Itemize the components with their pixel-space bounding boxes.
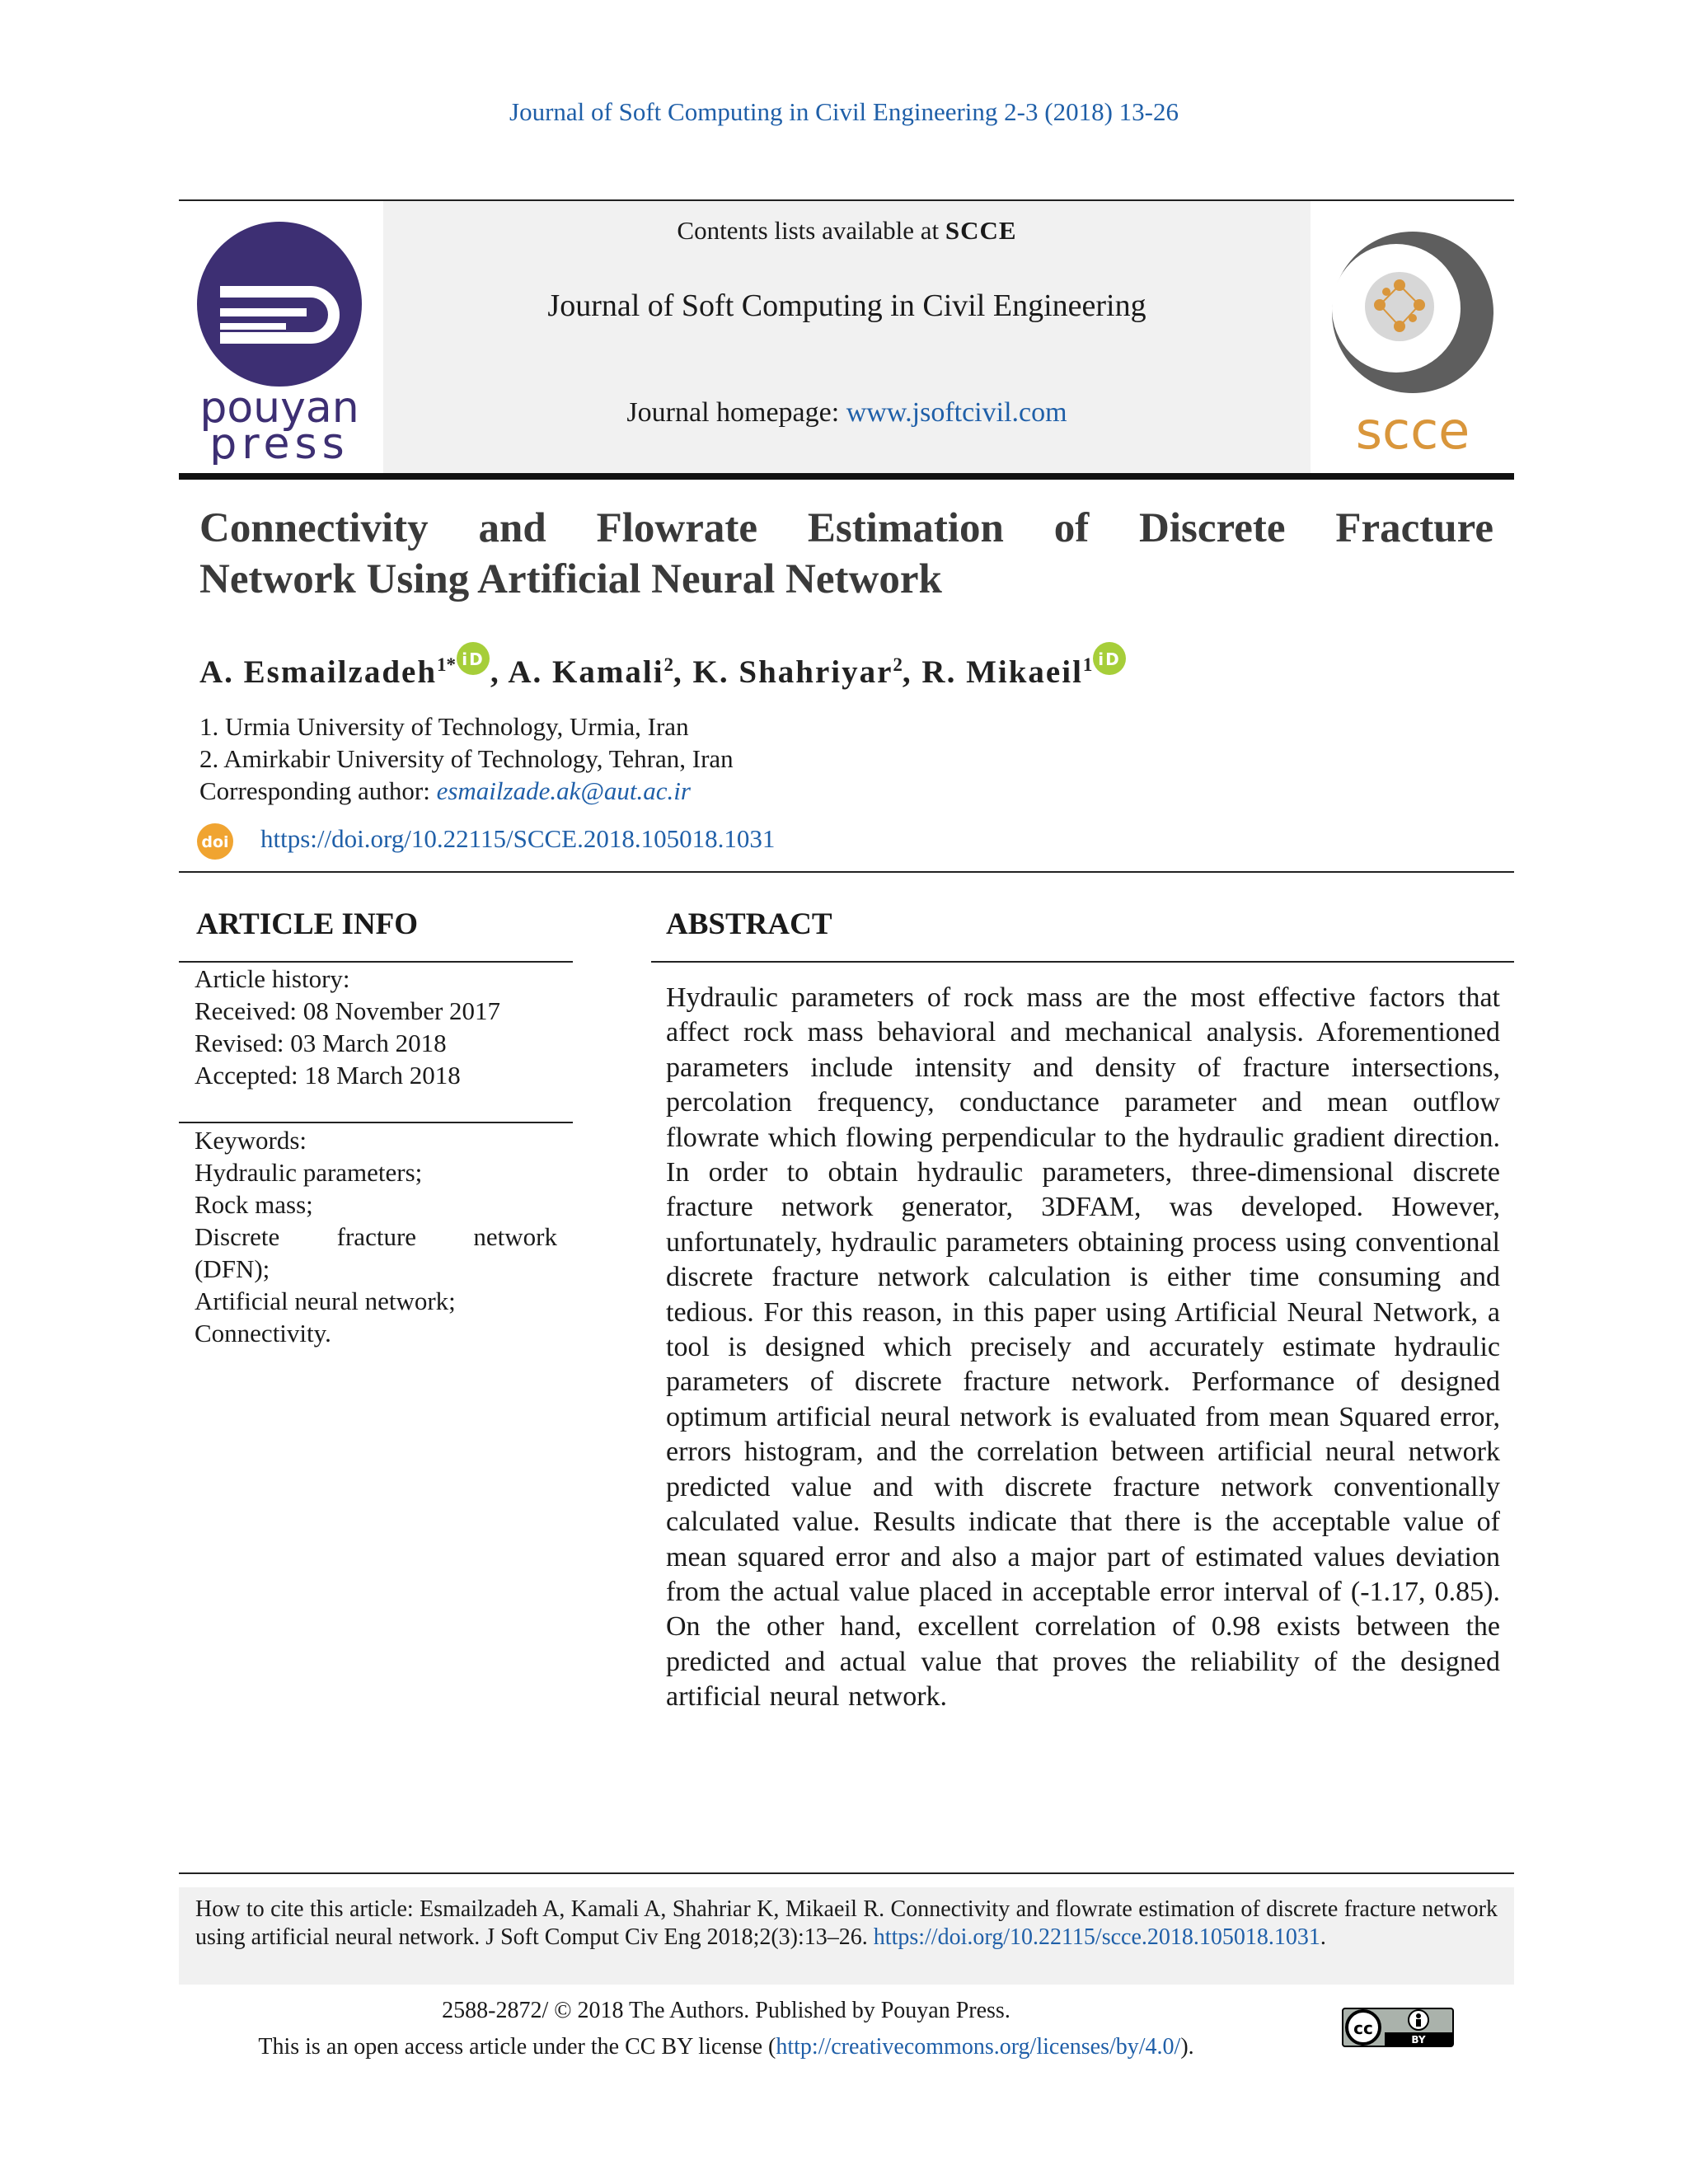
divider: [179, 1122, 573, 1123]
keyword-item: Hydraulic parameters;: [195, 1158, 423, 1187]
svg-text:scce: scce: [1355, 401, 1470, 461]
license-line: [0, 2034, 1452, 2060]
title-word: Fracture: [1335, 505, 1493, 551]
author-affiliation-mark: 1: [1082, 654, 1093, 675]
homepage-label: Journal homepage:: [626, 397, 840, 428]
running-head: Journal of Soft Computing in Civil Engineering 2-3 (2018) 13-26: [509, 97, 1179, 126]
author-separator: ,: [673, 654, 693, 690]
pouyan-press-logo: [187, 218, 373, 465]
author-name: A. Kamali: [508, 654, 664, 690]
license-link[interactable]: http://creativecommons.org/licenses/by/4.0/: [776, 2034, 1181, 2060]
svg-text:pouyan: pouyan: [199, 383, 359, 433]
scce-logo: [1320, 226, 1506, 465]
citation-doi-link[interactable]: https://doi.org/10.22115/scce.2018.105018.1031: [873, 1924, 1320, 1950]
corresponding-label: Corresponding author:: [199, 776, 430, 805]
author-name: K. Shahriyar: [692, 654, 893, 690]
doi-link[interactable]: https://doi.org/10.22115/SCCE.2018.105018.1031: [260, 824, 776, 854]
author-name: A. Esmailzadeh: [199, 654, 438, 690]
received-date: Received: 08 November 2017: [195, 996, 501, 1025]
accepted-date: Accepted: 18 March 2018: [195, 1061, 461, 1090]
article-history: [195, 963, 500, 1091]
abstract-text: Hydraulic parameters of rock mass are the most effective factors that affect rock mass behavioral and mechanical analysis. Aforementioned parameters include intensity and density of fracture intersections, percolation frequency, conductance parameter and mean outflow flowrate which flowing perpendicular to the hydraulic gradient direction. In order to obtain hydraulic parameters, three-dimensional discrete fracture network generator, 3DFAM, was developed. However, unfortunately, hydraulic parameters obtaining process using conventional discrete fracture network calculation is either time consuming and tedious. For this reason, in this paper using Artificial Neural Network, a tool is designed which precisely and accurately estimate hydraulic parameters of discrete fracture network. Performance of designed optimum artificial neural network is evaluated from mean Squared error, errors histogram, and the correlation between artificial neural network predicted value and with discrete fracture network conventionally calculated value. Results indicate that there is the acceptable value of mean squared error and also a major part of estimated values deviation from the actual value placed in acceptable error interval of (-1.17, 0.85). On the other hand, excellent correlation of 0.98 exists between the predicted and actual value that proves the reliability of the designed artificial neural network.: [666, 982, 1500, 1713]
citation-box: [179, 1887, 1514, 1985]
divider: [179, 1872, 1514, 1874]
divider: [179, 871, 1514, 873]
contents-line: [383, 216, 1311, 246]
keywords-label: Keywords:: [195, 1126, 307, 1155]
affiliation-2: 2. Amirkabir University of Technology, Tehran, Iran: [199, 744, 734, 773]
citation-text: How to cite this article: Esmailzadeh A, Kamali A, Shahriar K, Mikaeil R. Connectivity and flowrate estimation of discrete fracture network using artificial neural network. J Soft Comput Civ Eng 2018;2(3):13–26.: [195, 1896, 1498, 1950]
doi-icon: [196, 823, 234, 860]
journal-header: [179, 199, 1514, 480]
journal-name: Journal of Soft Computing in Civil Engineering: [547, 288, 1146, 323]
article-title: [199, 503, 1493, 605]
history-label: Article history:: [195, 964, 350, 993]
divider: [651, 961, 1514, 963]
orcid-icon[interactable]: [456, 641, 490, 676]
keyword-item: Artificial neural network;: [195, 1286, 456, 1315]
author-name: R. Mikaeil: [921, 654, 1083, 690]
affiliations: [199, 710, 734, 807]
corresponding-author: [199, 775, 734, 807]
author-separator: ,: [902, 654, 922, 690]
keyword-item: Connectivity.: [195, 1319, 331, 1347]
svg-text:BY: BY: [1411, 2034, 1426, 2046]
keyword-item: Rock mass;: [195, 1190, 313, 1219]
author-list: [199, 641, 1127, 691]
title-line-1: [199, 503, 1493, 554]
title-word: and: [478, 505, 546, 551]
svg-text:iD: iD: [1098, 649, 1122, 669]
revised-date: Revised: 03 March 2018: [195, 1029, 447, 1057]
orcid-icon[interactable]: [1092, 641, 1127, 676]
svg-text:doi: doi: [201, 833, 229, 851]
title-word: Connectivity: [199, 505, 429, 551]
author-affiliation-mark: 2: [893, 654, 903, 675]
title-word: Flowrate: [596, 505, 757, 551]
affiliation-1: 1. Urmia University of Technology, Urmia, Iran: [199, 712, 689, 741]
citation-end: .: [1320, 1924, 1326, 1950]
author-affiliation-mark: 1*: [437, 654, 457, 675]
copyright-line: 2588-2872/ © 2018 The Authors. Published by Pouyan Press.: [442, 1998, 1010, 2023]
author-separator: ,: [490, 654, 509, 690]
corresponding-email-link[interactable]: esmailzade.ak@aut.ac.ir: [436, 776, 691, 805]
abstract-heading: ABSTRACT: [666, 907, 832, 941]
svg-text:press: press: [209, 419, 349, 465]
cc-by-badge[interactable]: [1342, 2008, 1454, 2047]
journal-info-panel: [383, 201, 1311, 473]
homepage-line: [383, 397, 1311, 429]
contents-brand: SCCE: [945, 216, 1017, 245]
license-prefix: This is an open access article under the CC BY license (: [258, 2034, 776, 2060]
title-line-2: Network Using Artificial Neural Network: [199, 556, 942, 602]
article-info-heading: ARTICLE INFO: [196, 907, 419, 941]
author-affiliation-mark: 2: [663, 654, 674, 675]
svg-text:iD: iD: [462, 649, 485, 669]
keyword-item: Discrete fracture network: [195, 1222, 557, 1251]
doi-row: [196, 823, 775, 860]
title-word: Discrete: [1139, 505, 1286, 551]
keyword-item: (DFN);: [195, 1254, 270, 1283]
keywords: [195, 1124, 557, 1349]
contents-prefix: Contents lists available at: [677, 216, 940, 245]
license-suffix: ).: [1180, 2034, 1194, 2060]
title-word: of: [1053, 505, 1090, 551]
homepage-link[interactable]: www.jsoftcivil.com: [846, 397, 1067, 428]
title-word: Estimation: [807, 505, 1004, 551]
svg-text:cc: cc: [1353, 2018, 1373, 2038]
